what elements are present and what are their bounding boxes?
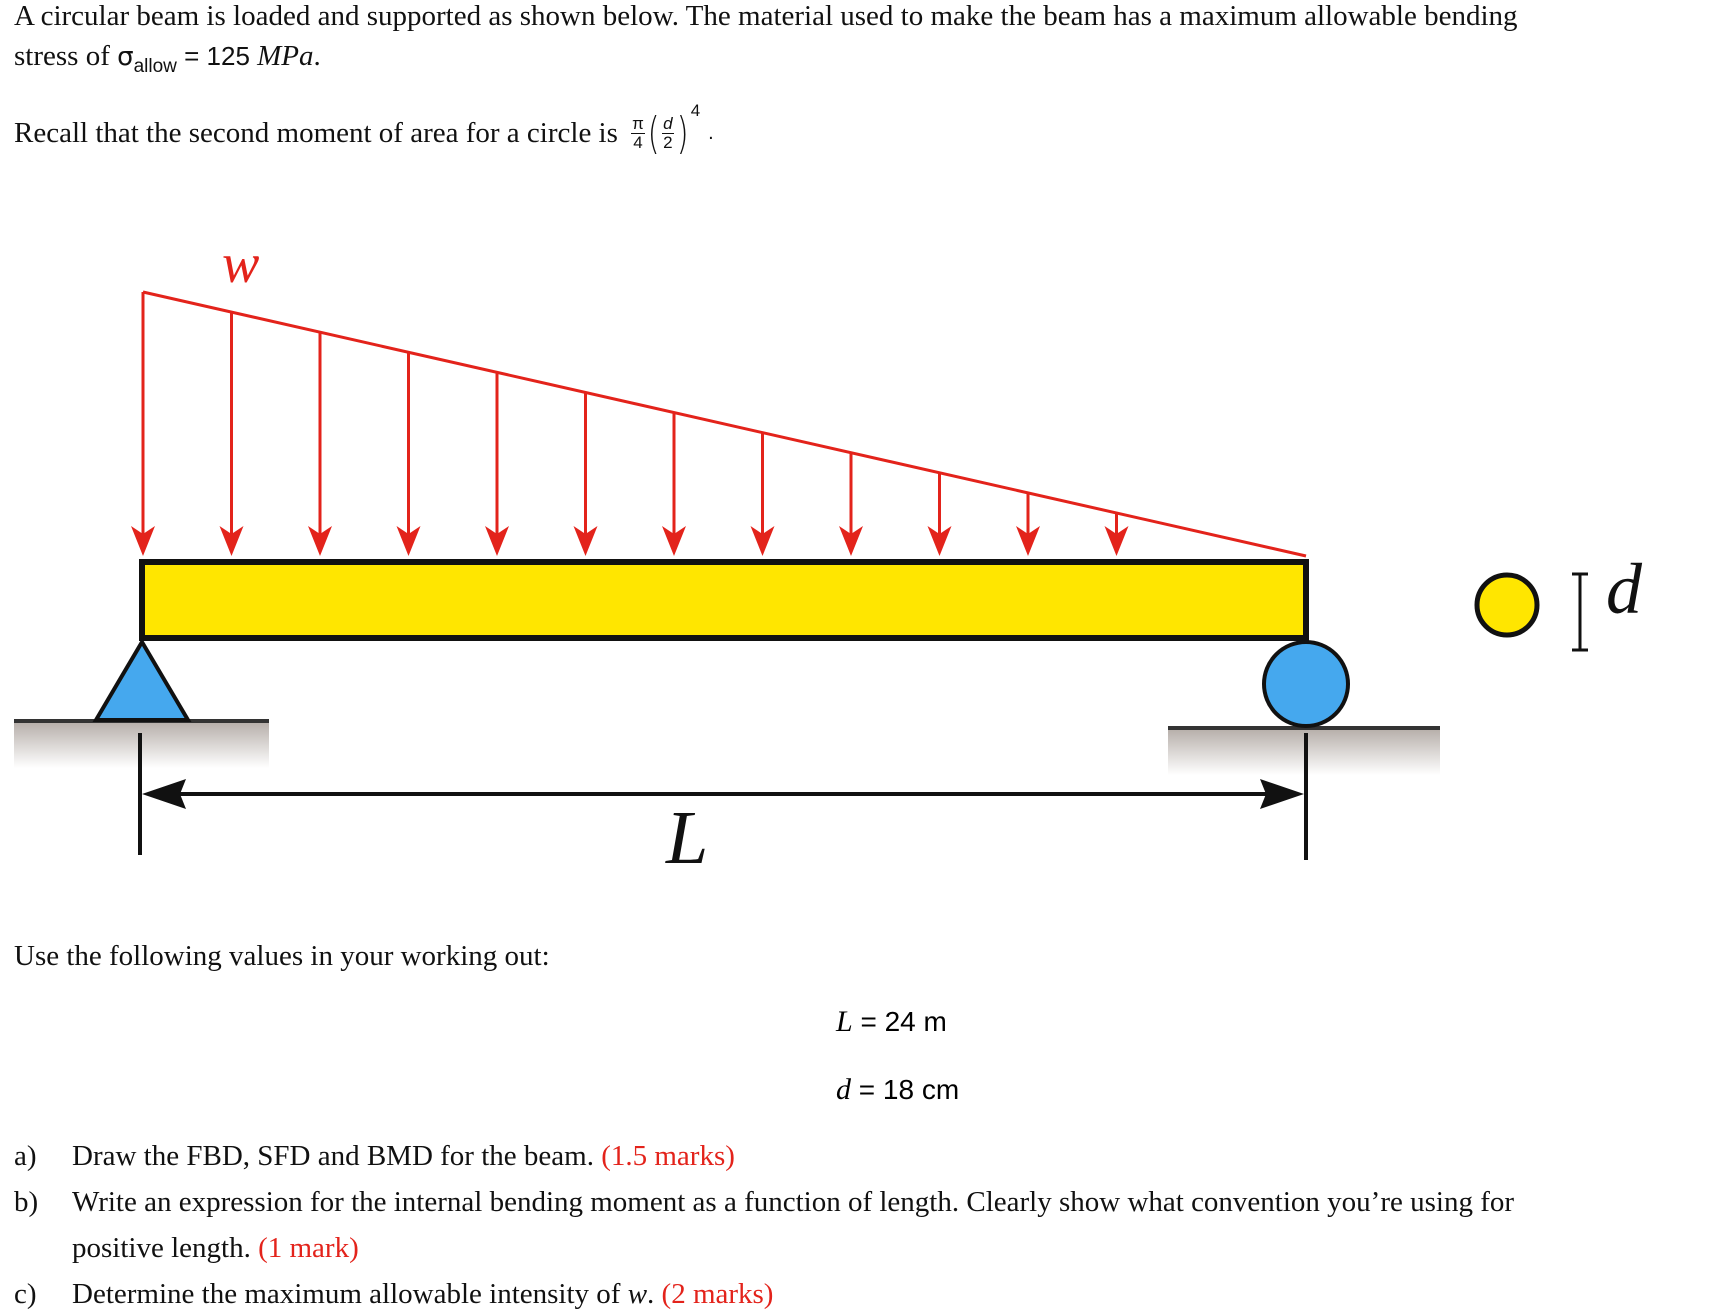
question-b-label: b) <box>14 1186 39 1218</box>
roller-support <box>1264 642 1348 726</box>
diameter-label-d: d <box>1606 549 1642 629</box>
d-value: = 18 cm <box>851 1074 960 1105</box>
L-value: = 24 m <box>852 1006 947 1037</box>
two-denominator: 2 <box>663 133 673 152</box>
question-c-period: . <box>647 1278 655 1310</box>
L-symbol: L <box>836 1005 853 1038</box>
recall-text: Recall that the second moment of area for a circle is <box>14 117 618 149</box>
stress-prefix: stress of <box>14 40 118 72</box>
load-label-w: w <box>222 233 260 295</box>
value-d <box>836 1073 959 1107</box>
d-symbol: d <box>836 1073 851 1106</box>
question-a-marks: (1.5 marks) <box>601 1140 735 1172</box>
sigma-subscript: allow <box>133 55 177 77</box>
d-numerator: d <box>663 114 673 133</box>
beam <box>142 562 1306 638</box>
question-c-text: Determine the maximum allowable intensity of <box>72 1278 628 1310</box>
question-b-marks: (1 mark) <box>258 1232 359 1264</box>
length-label-L: L <box>666 796 709 880</box>
four-denominator: 4 <box>633 133 643 152</box>
question-c-label: c) <box>14 1278 37 1310</box>
load-envelope-line <box>143 292 1306 556</box>
cross-section-circle <box>1477 575 1537 635</box>
pin-support <box>96 642 188 720</box>
stress-unit: MPa <box>257 40 314 72</box>
right-paren: ) <box>676 108 689 159</box>
question-c <box>14 1278 773 1311</box>
values-intro: Use the following values in your working out: <box>14 940 550 972</box>
load-arrows <box>131 292 1129 556</box>
stress-value: = 125 <box>176 41 258 71</box>
stress-period: . <box>313 40 321 72</box>
sigma-symbol: σ <box>117 42 134 72</box>
question-a <box>14 1140 735 1173</box>
question-c-w: w <box>627 1278 648 1310</box>
question-a-text: Draw the FBD, SFD and BMD for the beam. <box>72 1140 594 1172</box>
formula-period: . <box>708 122 714 144</box>
intro-line-1: A circular beam is loaded and supported as shown below. The material used to make the beam has a maximum allowable bending <box>14 0 1518 32</box>
left-paren: ( <box>647 108 660 159</box>
left-dimension-arrowhead <box>142 779 186 809</box>
question-b-text-line2: positive length. <box>72 1232 251 1264</box>
value-L <box>836 1005 947 1039</box>
question-b-text-line1: Write an expression for the internal bending moment as a function of length. Clearly show what convention you’re using for <box>72 1186 1515 1218</box>
question-c-marks: (2 marks) <box>661 1278 774 1310</box>
question-b-line2 <box>72 1232 359 1265</box>
question-b <box>14 1186 1514 1219</box>
right-dimension-arrowhead <box>1260 779 1304 809</box>
exponent-four: 4 <box>690 100 701 120</box>
question-a-label: a) <box>14 1140 37 1172</box>
pi-symbol: π <box>632 114 644 133</box>
